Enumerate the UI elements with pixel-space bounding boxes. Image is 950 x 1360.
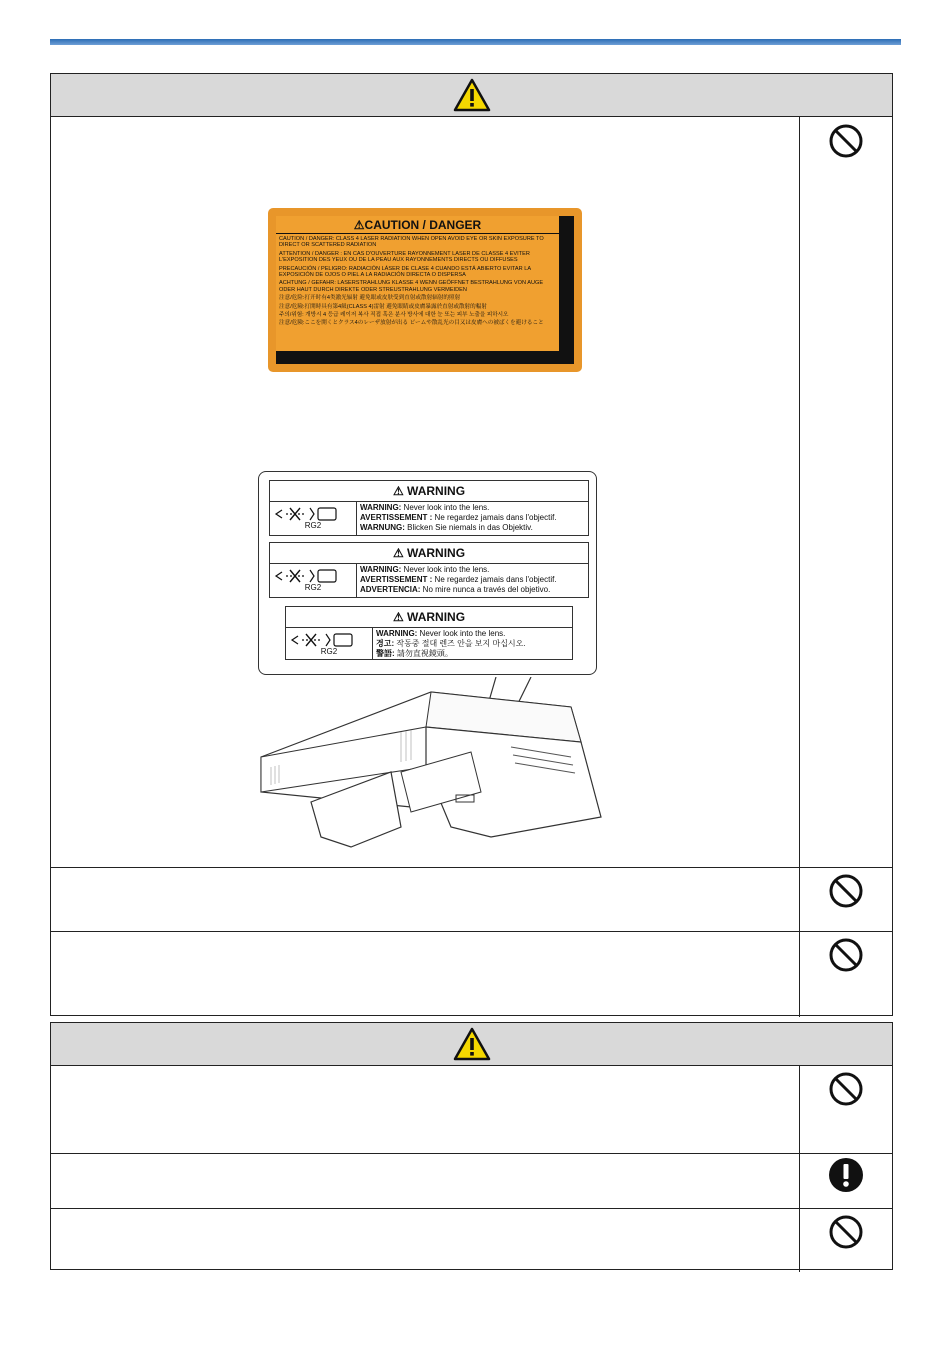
warning-panel-1 [50, 73, 893, 1016]
content-row [51, 1066, 892, 1154]
warning-lang-text: 작동중 절대 렌즈 안을 보지 마십시오. [394, 639, 526, 648]
row-content [51, 932, 800, 1017]
caution-label-text [279, 236, 556, 329]
warning-lang-label: WARNING: [360, 565, 402, 574]
prohibited-icon [828, 123, 864, 159]
warning-lang-label: 警語: [376, 649, 395, 658]
content-row [51, 1154, 892, 1209]
row-content [51, 117, 800, 867]
content-row [51, 868, 892, 932]
lens-warning-labels [258, 471, 597, 675]
content-row [51, 1209, 892, 1272]
warning-lang-text: Ne regardez jamais dans l'objectif. [432, 575, 557, 584]
panel-header [51, 1023, 892, 1066]
top-rule [50, 39, 901, 45]
warning-lang-label: AVERTISSEMENT : [360, 575, 433, 584]
caution-text-line: CAUTION / DANGER: CLASS 4 LASER RADIATION WHEN OPEN AVOID EYE OR SKIN EXPOSURE TO DIRECT OR SCATTERED RADIATION [279, 236, 544, 249]
risk-group-label: RG2 [320, 647, 338, 656]
warning-lang-text: Never look into the lens. [401, 565, 490, 574]
lens-warning-label [269, 542, 589, 598]
prohibited-icon [828, 873, 864, 909]
row-content [51, 868, 800, 931]
row-content [51, 1066, 800, 1153]
caution-text-line: 注意/危险:打开时有4类激光辐射 避免眼或皮肤受到直射或散射辐射的照射 [279, 295, 461, 302]
laser-caution-label [268, 208, 582, 372]
lens-warning-label [285, 606, 573, 660]
warning-label-text [360, 565, 586, 595]
projector-illustration [251, 677, 651, 857]
warning-lang-text: 請勿直視鏡頭。 [394, 649, 453, 658]
warning-lang-label: AVERTISSEMENT : [360, 513, 433, 522]
row-content [51, 1154, 800, 1208]
caution-text-line: ACHTUNG / GEFAHR: LASERSTRAHLUNG KLASSE 4 WENN GEÖFFNET BESTRAHLUNG VON AUGE ODER HAUT DURCH DIREKTE ODER STREUSTRAHLUNG VERMEIDEN [279, 280, 544, 293]
caution-text-line: 注意/危險:打開時具有第4級(CLASS 4)雷射 避免眼睛或皮膚暴露於直射或散射的輻射 [279, 303, 487, 310]
caution-text-line: 주의/위험: 개방시 4 등급 레이저 복사 직접 혹은 분사 방사에 대한 눈 또는 피부 노출을 피하시오 [279, 312, 509, 319]
row-content [51, 1209, 800, 1272]
warning-lang-label: WARNING: [376, 629, 418, 638]
warning-lang-text: Ne regardez jamais dans l'objectif. [432, 513, 557, 522]
warning-label-title: ⚠ WARNING [270, 543, 588, 564]
prohibited-icon [828, 1071, 864, 1107]
risk-group-label: RG2 [304, 521, 322, 530]
caution-text-line: 注意/危険:ここを開くとクラス4のレーザ放射が出る ビームや散乱光の目又は皮膚への被ばくを避けること [279, 320, 544, 327]
panel-header [51, 74, 892, 117]
caution-text-line: PRECAUCIÓN / PELIGRO: RADIACIÓN LÁSER DE CLASE 4 CUANDO ESTÁ ABIERTO EVITAR LA EXPOSICIÓN DE OJOS O PIEL A LA RADIACIÓN DIRECTA O DISPERSA [279, 265, 531, 279]
warning-lang-label: 경고: [376, 639, 395, 648]
warning-lang-label: WARNING: [360, 503, 402, 512]
warning-lang-text: No mire nunca a través del objetivo. [420, 585, 551, 594]
warning-lang-text: Never look into the lens. [401, 503, 490, 512]
content-row [51, 932, 892, 1017]
warning-label-title: ⚠ WARNING [286, 607, 572, 628]
caution-text-line: ATTENTION / DANGER : EN CAS D'OUVERTURE RAYONNEMENT LASER DE CLASSE 4 EVITER L'EXPOSITION DES YEUX OU DE LA PEAU AUX RAYONNEMENTS DIRECTS OU DIFFUSES [279, 250, 530, 264]
warning-lang-text: Never look into the lens. [417, 629, 506, 638]
risk-group-label: RG2 [304, 583, 322, 592]
caution-label-title: ⚠CAUTION / DANGER [353, 218, 482, 232]
lens-warning-label [269, 480, 589, 536]
prohibited-icon [828, 937, 864, 973]
warning-triangle-icon [453, 78, 491, 112]
warning-lang-label: ADVERTENCIA: [360, 585, 421, 594]
warning-lang-label: WARNUNG: [360, 523, 405, 532]
content-row [51, 117, 892, 868]
mandatory-exclamation-icon [828, 1157, 864, 1193]
warning-lang-text: Blicken Sie niemals in das Objektiv. [404, 523, 533, 532]
warning-label-title: ⚠ WARNING [270, 481, 588, 502]
warning-label-text [360, 503, 586, 533]
warning-triangle-icon [453, 1027, 491, 1061]
warning-panel-2 [50, 1022, 893, 1270]
prohibited-icon [828, 1214, 864, 1250]
warning-label-text [376, 629, 570, 659]
